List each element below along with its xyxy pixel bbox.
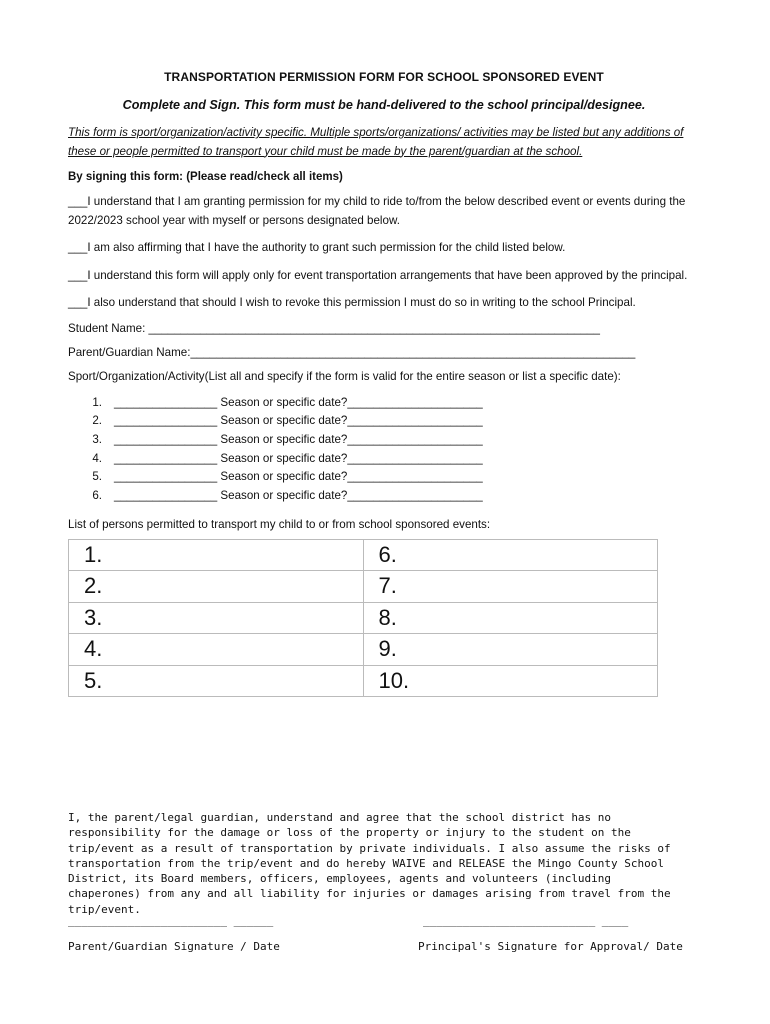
- sport-label: Sport/Organization/Activity(List all and specify if the form is valid for the entire season or list a specific date):: [68, 369, 621, 383]
- parent-signature-label: Parent/Guardian Signature / Date: [68, 940, 280, 953]
- permission-form: [68, 70, 700, 697]
- persons-table: [68, 539, 658, 698]
- form-subtitle: Complete and Sign. This form must be hand-delivered to the school principal/designee.: [122, 98, 646, 112]
- person-cell[interactable]: 2.: [69, 571, 364, 603]
- person-cell[interactable]: 1.: [69, 539, 364, 571]
- sport-entry-field[interactable]: ________________ Season or specific date?_____________________: [114, 470, 483, 484]
- person-cell[interactable]: 7.: [363, 571, 658, 603]
- parent-name-field[interactable]: Parent/Guardian Name:_____________________________________________________________________: [68, 345, 636, 359]
- sport-entry-field[interactable]: ________________ Season or specific date?_____________________: [114, 432, 483, 446]
- table-row: [69, 665, 658, 697]
- form-notice: This form is sport/organization/activity specific. Multiple sports/organizations/ activities may be listed but any additions of these or people permitted to transport your child must be made by the parent/guardian at the school.: [68, 126, 684, 158]
- sport-entry[interactable]: 1. ________________ Season or specific date?_____________________: [68, 394, 700, 413]
- sport-entry-field[interactable]: ________________ Season or specific date?_____________________: [114, 395, 483, 409]
- sport-entry[interactable]: 4. ________________ Season or specific date?_____________________: [68, 450, 700, 469]
- agreement-item-4[interactable]: ___I also understand that should I wish to revoke this permission I must do so in writing to the school Principal.: [68, 296, 636, 309]
- principal-signature-label: Principal's Signature for Approval/ Date: [418, 940, 683, 953]
- person-cell[interactable]: 10.: [363, 665, 658, 697]
- person-cell[interactable]: 6.: [363, 539, 658, 571]
- sport-entry-field[interactable]: ________________ Season or specific date?_____________________: [114, 488, 483, 502]
- sport-entry-field[interactable]: ________________ Season or specific date?_____________________: [114, 414, 483, 428]
- persons-label: List of persons permitted to transport my child to or from school sponsored events:: [68, 517, 491, 531]
- agreement-item-2[interactable]: ___I am also affirming that I have the authority to grant such permission for the child listed below.: [68, 241, 566, 254]
- person-cell[interactable]: 3.: [69, 602, 364, 634]
- table-row: [69, 539, 658, 571]
- sport-entry-field[interactable]: ________________ Season or specific date?_____________________: [114, 451, 483, 465]
- table-row: [69, 571, 658, 603]
- table-row: [69, 602, 658, 634]
- person-cell[interactable]: 4.: [69, 634, 364, 666]
- student-name-field[interactable]: Student Name: ______________________________________________________________________: [68, 321, 600, 335]
- sport-list: [68, 394, 700, 506]
- waiver-text: I, the parent/legal guardian, understand and agree that the school district has no responsibility for the damage or loss of the property or injury to the student on the trip/event as a result of transportation by private individuals. I also assume the risks of transportation from the trip/event and do hereby WAIVE and RELEASE the Mingo County School District, its Board members, officers, employees, agents and volunteers (including chaperones) from any and all liability for injuries or damages arising from travel from the trip/event.: [68, 811, 671, 916]
- sport-entry[interactable]: 6. ________________ Season or specific date?_____________________: [68, 487, 700, 506]
- table-row: [69, 634, 658, 666]
- form-title: TRANSPORTATION PERMISSION FORM FOR SCHOOL SPONSORED EVENT: [164, 70, 604, 84]
- agreement-item-1[interactable]: ___I understand that I am granting permission for my child to ride to/from the below described event or events during the 2022/2023 school year with myself or persons designated below.: [68, 195, 686, 227]
- sport-entry[interactable]: 5. ________________ Season or specific date?_____________________: [68, 468, 700, 487]
- person-cell[interactable]: 9.: [363, 634, 658, 666]
- sport-entry[interactable]: 3. ________________ Season or specific date?_____________________: [68, 431, 700, 450]
- sport-entry[interactable]: 2. ________________ Season or specific date?_____________________: [68, 412, 700, 431]
- person-cell[interactable]: 8.: [363, 602, 658, 634]
- principal-signature-line[interactable]: __________________________ ____: [423, 914, 629, 927]
- signing-heading: By signing this form: (Please read/check all items): [68, 171, 343, 183]
- agreement-item-3[interactable]: ___I understand this form will apply only for event transportation arrangements that have been approved by the principal.: [68, 268, 688, 282]
- parent-signature-line[interactable]: ________________________ ______: [68, 914, 274, 927]
- person-cell[interactable]: 5.: [69, 665, 364, 697]
